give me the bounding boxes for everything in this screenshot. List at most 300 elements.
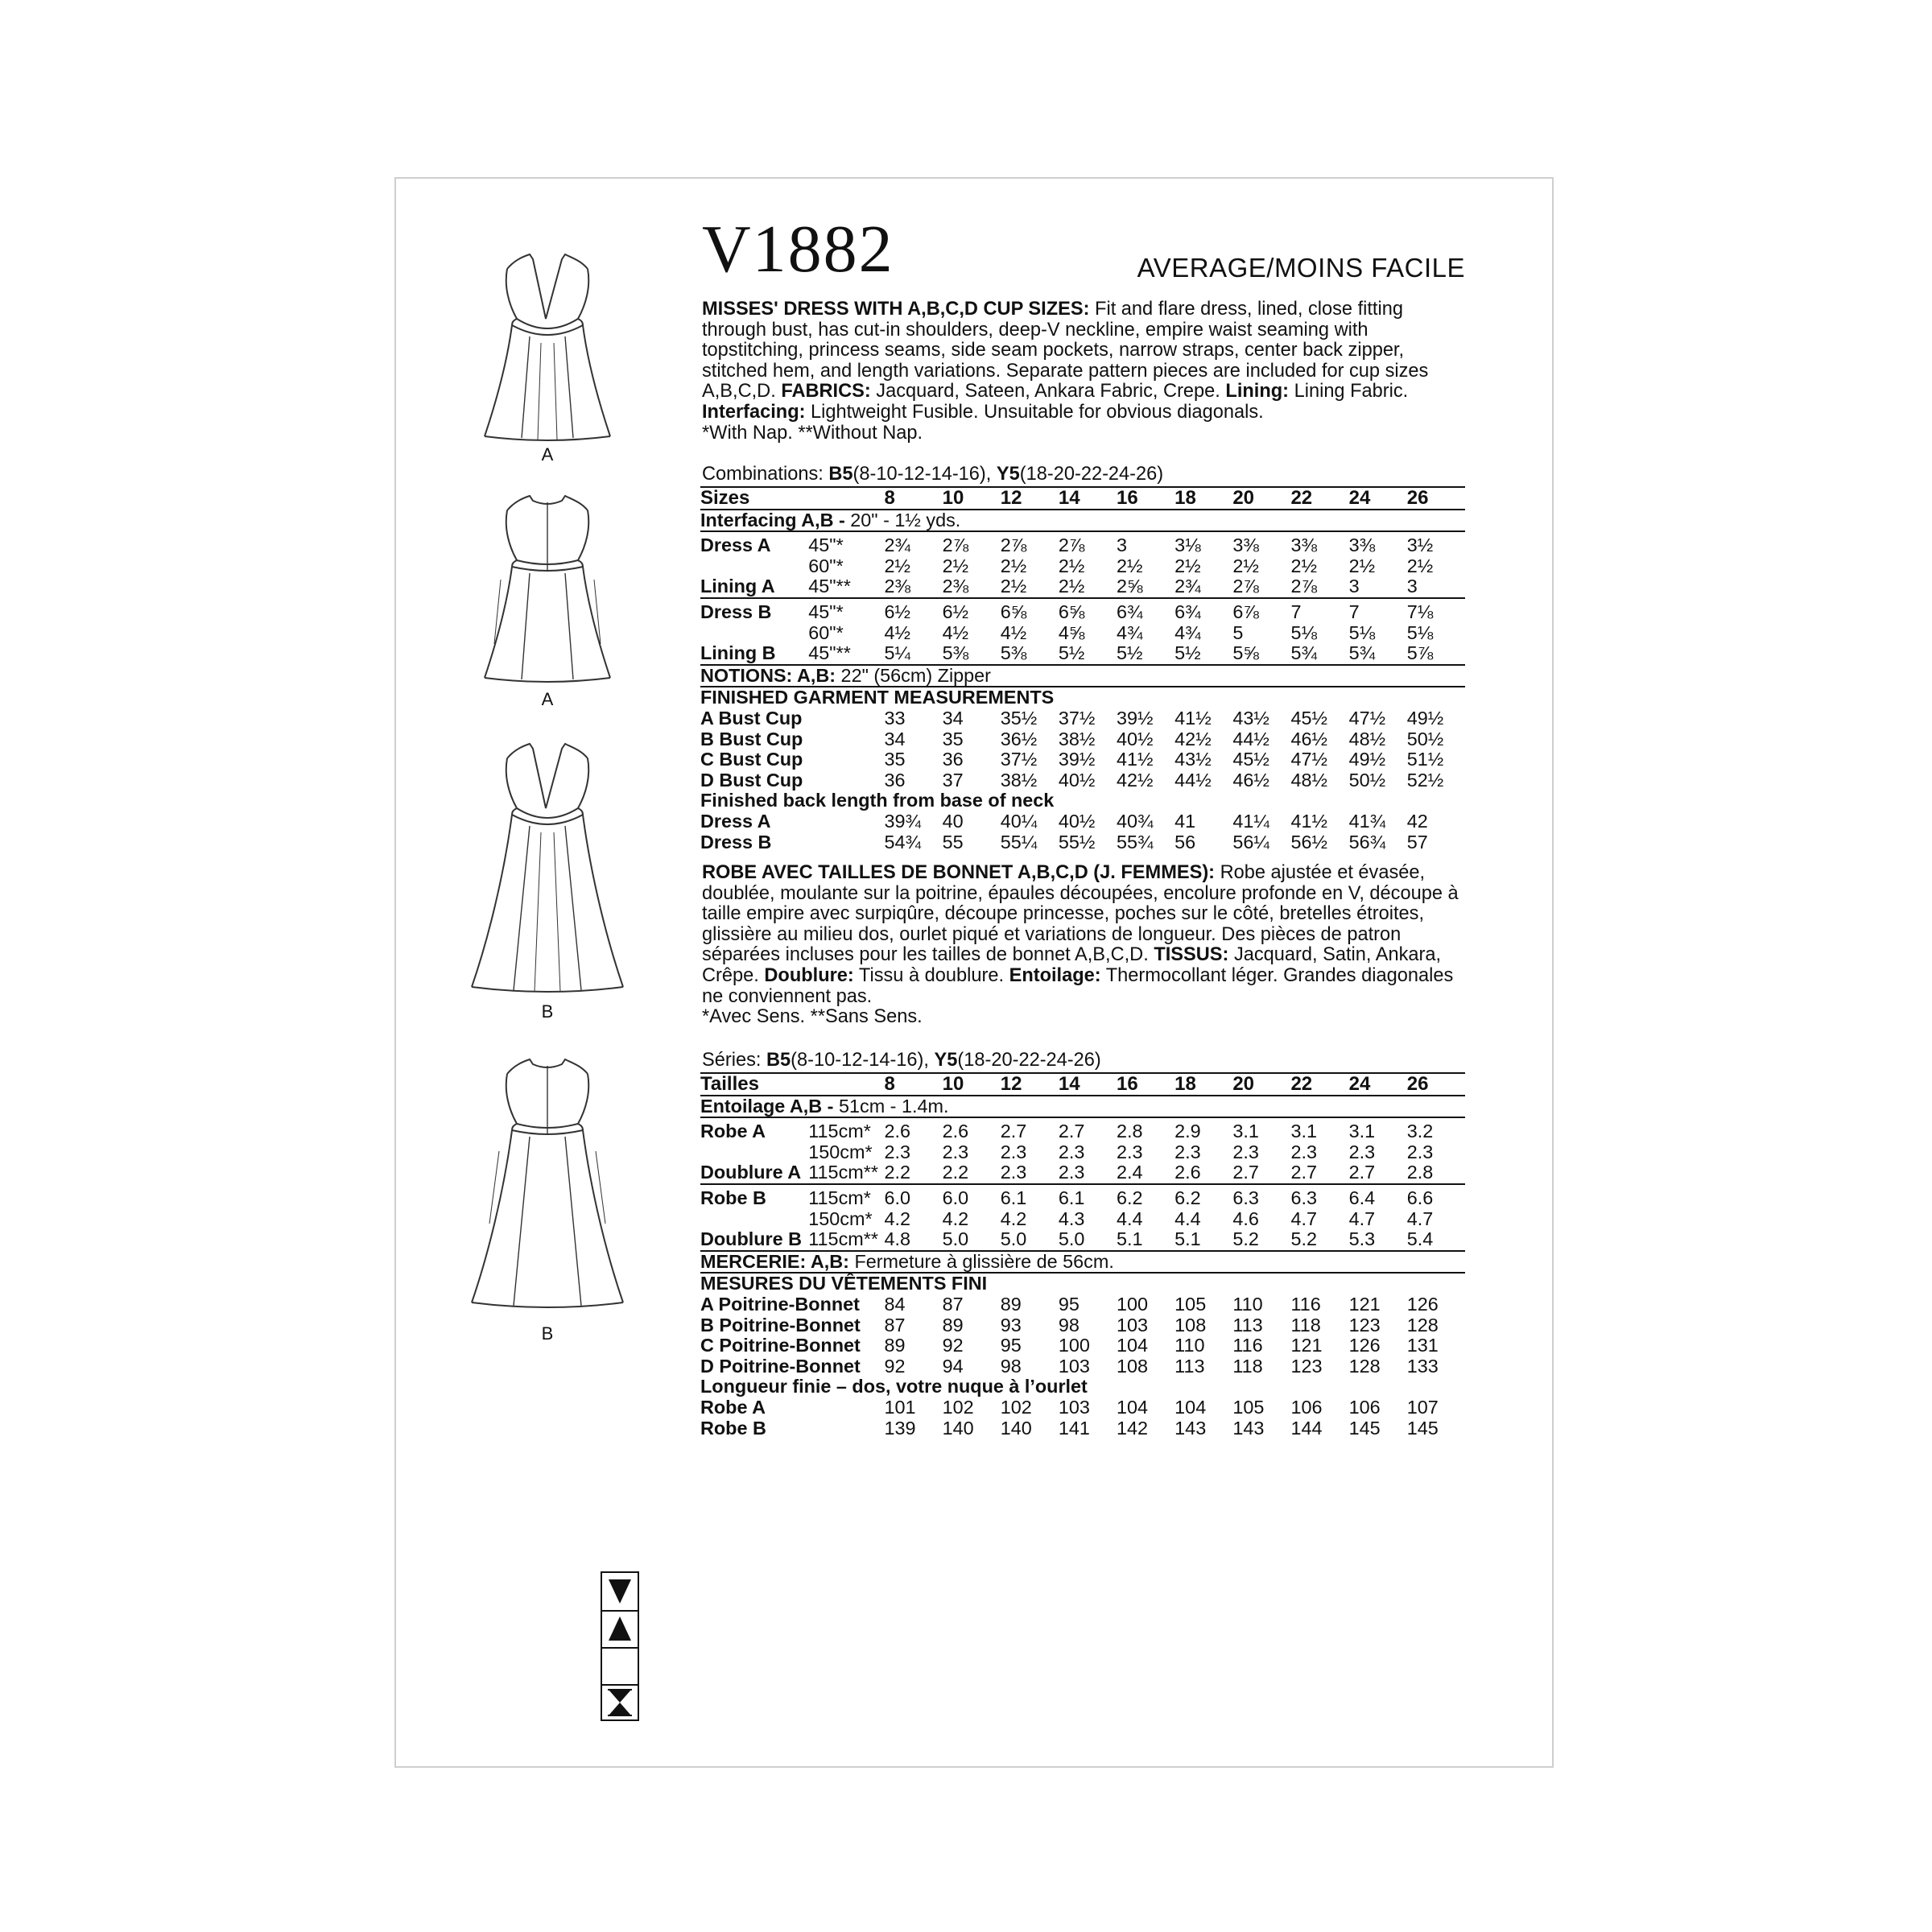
row-label: Robe B [700,1184,808,1209]
measurement-value: 38½ [1000,769,1038,791]
table-row [700,1273,1465,1294]
french-description [702,863,1467,1028]
notions-row [700,665,1465,687]
yardage-value: 2½ [1058,576,1085,597]
measurement-value: 40 [942,810,964,832]
fabric-symbols-key [601,1571,639,1721]
measurement-value: 50½ [1348,769,1386,791]
lining-text: Lining Fabric. [1289,381,1409,402]
measurement-value: 40½ [1058,810,1096,832]
combinations-line [702,464,1163,485]
interfacing-text: Lightweight Fusible. Unsuitable for obvious diagonals. [805,401,1264,423]
notions-row [700,1251,1465,1274]
yardage-value: 2.8 [1406,1162,1434,1183]
back-length-label: Longueur finie – dos, votre nuque à l’ourlet [700,1376,1088,1397]
yardage-value: 4.7 [1290,1208,1317,1229]
yardage-value: 2.7 [1290,1162,1317,1183]
measurement-value: 40¼ [1000,810,1038,832]
yardage-value: 6.0 [884,1184,942,1209]
yardage-value: 2.3 [1232,1141,1259,1162]
measurement-value: 41¾ [1348,810,1386,832]
measurement-value: 44½ [1174,769,1212,791]
yardage-value: 6.1 [1001,1184,1059,1209]
view-label: A [541,444,554,464]
table-row [700,1294,1465,1315]
measurement-value: 139 [884,1417,916,1439]
measurement-value: 143 [1174,1417,1207,1439]
table-row [700,687,1465,708]
measurement-value: 92 [942,1335,964,1356]
yardage-value: 4.7 [1348,1208,1376,1229]
fabric-width: 60"* [808,555,844,576]
yardage-value: 2⅝ [1117,576,1143,597]
notions-label: NOTIONS: A,B: [700,664,836,686]
row-label: D Poitrine-Bonnet [700,1355,861,1377]
measurement-value: 49½ [1406,707,1444,729]
measurement-value: 40½ [1117,728,1154,749]
yardage-value: 2⅞ [1001,531,1059,556]
interfacing-row-label: Interfacing A,B - [700,509,851,530]
table-row [700,770,1465,791]
measurement-value: 121 [1348,1293,1381,1315]
yardage-value: 6.3 [1290,1184,1348,1209]
yardage-value: 2.3 [1348,1141,1376,1162]
table-row [700,729,1465,750]
yardage-value: 2.7 [1348,1162,1376,1183]
series-b5: B5 [766,1050,791,1071]
yardage-value: 3⅛ [1174,531,1232,556]
size-header: 26 [1407,487,1465,510]
measurement-value: 42½ [1174,728,1212,749]
measurement-value: 35 [884,749,906,770]
yardage-value: 6½ [943,598,1001,623]
yardage-value: 2½ [1000,555,1027,576]
yardage-value: 6.3 [1232,1184,1290,1209]
yardage-value: 6.0 [943,1184,1001,1209]
measurement-value: 92 [884,1355,906,1377]
measurement-value: 140 [942,1417,974,1439]
measurement-value: 37½ [1000,749,1038,770]
yardage-value: 2.9 [1174,1117,1232,1142]
yardage-value: 4.8 [884,1228,910,1250]
measurement-value: 43½ [1174,749,1212,770]
table-header-row [700,1073,1465,1096]
yardage-value: 4.2 [884,1208,910,1229]
measurement-value: 108 [1174,1314,1207,1335]
measurement-value: 101 [884,1396,916,1418]
interfacing-row-value: 51cm - 1.4m. [838,1095,949,1117]
measurement-value: 123 [1348,1314,1381,1335]
yardage-value: 3½ [1407,531,1465,556]
yardage-value: 2⅞ [943,531,1001,556]
row-label: Lining A [700,576,775,597]
view-a-front-drawing [451,242,644,443]
yardage-value: 2½ [1058,555,1085,576]
measurement-value: 106 [1290,1396,1323,1418]
measurement-value: 102 [942,1396,974,1418]
measurement-value: 40¾ [1117,810,1154,832]
yardage-value: 5¼ [884,642,910,664]
measurement-value: 48½ [1290,769,1327,791]
measurement-value: 105 [1232,1396,1265,1418]
yardage-value: 2⅜ [942,576,969,597]
measurement-value: 51½ [1406,749,1444,770]
measurement-value: 145 [1348,1417,1381,1439]
fabric-width: 150cm* [808,1208,873,1229]
fabric-width: 115cm* [808,1184,884,1209]
size-header: 16 [1117,487,1174,510]
measurement-value: 40½ [1058,769,1096,791]
measurement-value: 41¼ [1232,810,1269,832]
measurement-value: 54¾ [884,831,921,852]
size-header: 22 [1290,1073,1348,1096]
measurement-value: 55¼ [1000,831,1038,852]
size-header: 14 [1059,1073,1117,1096]
yardage-value: 4.2 [1000,1208,1027,1229]
table-cell [808,487,884,510]
fabric-width: 115cm* [808,1117,884,1142]
measurement-value: 55 [942,831,964,852]
measurement-value: 118 [1232,1355,1263,1377]
size-header: 26 [1407,1073,1465,1096]
measurement-value: 39½ [1058,749,1096,770]
combo-y5-sizes: (18-20-22-24-26) [1019,464,1164,485]
notions-text: 22" (56cm) Zipper [836,664,991,686]
yardage-value: 3 [1117,531,1174,556]
yardage-value: 4½ [1000,621,1027,643]
table-row [700,1117,1465,1142]
yardage-value: 5.0 [942,1228,969,1250]
size-header: 24 [1349,487,1407,510]
row-label: Lining B [700,642,776,664]
table-cell [808,1073,884,1096]
row-label: B Poitrine-Bonnet [700,1314,861,1335]
table-row [700,1096,1465,1118]
measurement-value: 100 [1058,1335,1090,1356]
row-label: Dress B [700,598,808,623]
measurement-value: 34 [884,728,906,749]
table-row [700,510,1465,532]
interfacing-label: Interfacing: [702,401,806,423]
lining-label: Doublure: [764,964,854,986]
yardage-value: 2.3 [1000,1141,1027,1162]
measurement-value: 141 [1058,1417,1090,1439]
measurement-value: 36 [942,749,964,770]
size-header: 22 [1290,487,1348,510]
fabrics-label: TISSUS: [1154,944,1229,966]
measurement-value: 56¾ [1348,831,1386,852]
measurement-value: 93 [1000,1314,1022,1335]
yardage-value: 3.1 [1232,1117,1290,1142]
table-row [700,598,1465,623]
size-header: 8 [884,487,942,510]
fabric-width: 115cm** [808,1228,878,1250]
table-row [700,1184,1465,1209]
table-row [700,708,1465,729]
row-label [700,623,808,644]
table-row [700,1397,1465,1418]
yardage-value: 6⅞ [1232,598,1290,623]
measurement-value: 89 [884,1335,906,1356]
measurement-value: 108 [1117,1355,1149,1377]
row-label: A Bust Cup [700,707,803,729]
measurement-value: 34 [942,707,964,729]
yardage-value: 5.1 [1174,1228,1201,1250]
table-row [700,1209,1465,1230]
yardage-value: 4.3 [1058,1208,1085,1229]
measurement-value: 47½ [1348,707,1386,729]
table-row [700,1142,1465,1163]
description-text: Robe ajustée et évasée, doublée, moulante sur la poitrine, épaules découpées, encolure profonde en V, découpe à taille empire avec surpiqûre, découpe princesse, poches sur le côté, bretelles étroites, glissière au milieu dos, ourlet piqué et variations de longueur. Des pièces de patron séparées incluses pour les tailles de bonnet A,B,C,D. [702,862,1459,966]
measurement-value: 55½ [1058,831,1096,852]
measurement-value: 103 [1058,1396,1090,1418]
row-label: Dress A [700,531,808,556]
yardage-value: 6.1 [1059,1184,1117,1209]
size-header: 16 [1117,1073,1174,1096]
measurement-value: 133 [1406,1355,1439,1377]
row-label: Doublure A [700,1162,802,1183]
yardage-value: 2.2 [942,1162,969,1183]
yardage-value: 7 [1349,598,1407,623]
yardage-value: 2.4 [1117,1162,1143,1183]
yardage-value: 5½ [1174,642,1201,664]
yardage-value: 3.1 [1290,1117,1348,1142]
yardage-value: 5 [1232,621,1244,643]
yardage-value: 2.3 [1290,1141,1317,1162]
yardage-value: 2⅞ [1059,531,1117,556]
row-label: A Poitrine-Bonnet [700,1293,860,1315]
measurement-value: 106 [1348,1396,1381,1418]
pattern-code: V1882 [702,212,894,287]
sizes-header: Tailles [700,1073,808,1096]
row-label: Doublure B [700,1228,803,1250]
row-label: Robe B [700,1417,766,1439]
measurement-value: 95 [1058,1293,1080,1315]
yardage-value: 3.1 [1349,1117,1407,1142]
yardage-value: 4½ [884,621,910,643]
interfacing-row [700,1096,1465,1118]
sizes-header: Sizes [700,487,808,510]
size-header: 20 [1232,487,1290,510]
table-row [700,1335,1465,1356]
yardage-value: 4.4 [1117,1208,1143,1229]
measurement-value: 52½ [1406,769,1444,791]
yardage-value: 5.1 [1117,1228,1143,1250]
fabric-width: 45"** [808,642,851,664]
measurement-value: 107 [1406,1396,1439,1418]
yardage-value: 2.6 [1174,1162,1201,1183]
size-header: 20 [1232,1073,1290,1096]
measurement-value: 116 [1290,1293,1321,1315]
measurement-value: 41 [1174,810,1196,832]
yardage-value: 2.3 [1058,1141,1085,1162]
yardage-value: 4.2 [942,1208,969,1229]
measurement-value: 50½ [1406,728,1444,749]
yardage-value: 2.3 [942,1141,969,1162]
measurement-value: 143 [1232,1417,1265,1439]
nap-note: *With Nap. **Without Nap. [702,422,923,444]
measurement-value: 89 [942,1314,964,1335]
triangle-up-icon [602,1610,638,1649]
size-header: 12 [1001,487,1059,510]
measurement-value: 49½ [1348,749,1386,770]
measurement-value: 39½ [1117,707,1154,729]
combinations-label: Combinations: [702,464,829,485]
view-b-back-drawing [451,1046,644,1312]
measurement-value: 36½ [1000,728,1038,749]
yardage-value: 5.2 [1232,1228,1259,1250]
row-label: Dress B [700,831,772,852]
yardage-value: 5½ [1058,642,1085,664]
measurement-value: 41½ [1117,749,1154,770]
measurement-value: 144 [1290,1417,1323,1439]
measurement-value: 56 [1174,831,1196,852]
yardage-value: 5⅜ [1000,642,1027,664]
fabric-width: 45"* [808,598,884,623]
view-label: A [541,689,554,709]
measurement-value: 56½ [1290,831,1327,852]
yardage-value: 5⅜ [942,642,969,664]
measurement-value: 128 [1406,1314,1439,1335]
measurement-value: 103 [1117,1314,1149,1335]
table-row [700,1315,1465,1336]
yardage-value: 2.6 [884,1117,942,1142]
table-row [700,1377,1465,1397]
table-header-row [700,487,1465,510]
measurement-value: 104 [1174,1396,1207,1418]
interfacing-row-label: Entoilage A,B - [700,1095,839,1117]
yardage-value: 5⅝ [1232,642,1259,664]
lining-label: Lining: [1225,381,1290,402]
measurement-value: 36 [884,769,906,791]
interfacing-row [700,510,1465,532]
measurement-value: 45½ [1290,707,1327,729]
row-label [700,1142,808,1163]
measurement-value: 55¾ [1117,831,1154,852]
yardage-value: 4.4 [1174,1208,1201,1229]
table-row [700,749,1465,770]
interfacing-text: Thermocollant léger. Grandes diagonales ne conviennent pas. [702,964,1454,1007]
table-row [700,832,1465,853]
table-row [700,531,1465,556]
blank-cell [602,1647,638,1686]
measurement-value: 110 [1232,1293,1263,1315]
description-text: Fit and flare dress, lined, close fitting through bust, has cut-in shoulders, deep-V neckline, empire waist seaming with topstitching, princess seams, side seam pockets, narrow straps, center back zipper, stitched hem, and length variations. Separate pattern pieces are included for cup sizes A,B,C,D. [702,299,1429,402]
yardage-value: 2.6 [943,1117,1001,1142]
measurement-value: 95 [1000,1335,1022,1356]
row-label: Robe A [700,1396,766,1418]
yardage-value: 2.8 [1117,1117,1174,1142]
yardage-value: 6.4 [1349,1184,1407,1209]
measurement-value: 44½ [1232,728,1269,749]
yardage-value: 2.7 [1059,1117,1117,1142]
measurement-value: 118 [1290,1314,1321,1335]
yardage-value: 2.7 [1001,1117,1059,1142]
yardage-value: 2⅜ [884,576,910,597]
yardage-value: 5¾ [1348,642,1376,664]
yardage-value: 3⅜ [1290,531,1348,556]
measurement-value: 43½ [1232,707,1269,729]
yardage-value: 3⅜ [1349,531,1407,556]
yardage-value: 2⅞ [1290,576,1317,597]
table-row [700,643,1465,665]
yardage-value: 2.3 [1000,1162,1027,1183]
series-label: Séries: [702,1050,766,1071]
measurement-value: 142 [1117,1417,1149,1439]
yardage-value: 2.3 [1058,1162,1085,1183]
view-label: B [541,1001,554,1022]
interfacing-label: Entoilage: [1009,964,1101,986]
table-row [700,576,1465,598]
measurement-value: 46½ [1290,728,1327,749]
measurement-value: 41½ [1290,810,1327,832]
yardage-value: 5⅛ [1290,621,1317,643]
yardage-value: 5½ [1117,642,1143,664]
yardage-value: 7⅛ [1407,598,1465,623]
yardage-value: 4¾ [1117,621,1143,643]
measurement-value: 98 [1058,1314,1080,1335]
measurement-value: 42½ [1117,769,1154,791]
yardage-value: 2½ [884,555,910,576]
table-row [700,556,1465,577]
yardage-value: 5⅛ [1348,621,1376,643]
fabrics-label: FABRICS: [781,381,871,402]
table-row [700,623,1465,644]
measurement-value: 104 [1117,1396,1149,1418]
fabric-width: 45"** [808,576,851,597]
yardage-value: 6¾ [1174,598,1232,623]
measurement-value: 102 [1000,1396,1032,1418]
french-size-chart [700,1072,1465,1439]
view-a-back-drawing [451,483,644,684]
yardage-value: 4⅝ [1058,621,1085,643]
yardage-value: 4¾ [1174,621,1201,643]
yardage-value: 2½ [1174,555,1201,576]
yardage-value: 6½ [884,598,942,623]
size-header: 14 [1059,487,1117,510]
yardage-value: 7 [1290,598,1348,623]
measurement-value: 140 [1000,1417,1032,1439]
yardage-value: 2½ [1232,555,1259,576]
series-y5-sizes: (18-20-22-24-26) [957,1050,1101,1071]
measurement-value: 126 [1406,1293,1439,1315]
measurement-value: 46½ [1232,769,1269,791]
fabrics-text: Jacquard, Satin, Ankara, Crêpe. [702,944,1442,986]
size-header: 18 [1174,487,1232,510]
yardage-value: 6.2 [1174,1184,1232,1209]
yardage-value: 2½ [1117,555,1143,576]
measurement-value: 103 [1058,1355,1090,1377]
size-header: 8 [884,1073,942,1096]
row-label [700,556,808,577]
yardage-value: 5⅛ [1406,621,1434,643]
yardage-value: 3 [1406,576,1418,597]
table-row [700,811,1465,832]
fabric-width: 60"* [808,621,844,643]
measurement-value: 45½ [1232,749,1269,770]
measurement-value: 94 [942,1355,964,1377]
yardage-value: 2¾ [884,531,942,556]
table-row [700,665,1465,687]
measurement-value: 37 [942,769,964,791]
yardage-value: 2½ [1406,555,1434,576]
size-header: 18 [1174,1073,1232,1096]
table-row [700,1229,1465,1251]
measurement-value: 131 [1406,1335,1439,1356]
series-y5: Y5 [934,1050,958,1071]
measurement-value: 48½ [1348,728,1386,749]
yardage-value: 2½ [1348,555,1376,576]
